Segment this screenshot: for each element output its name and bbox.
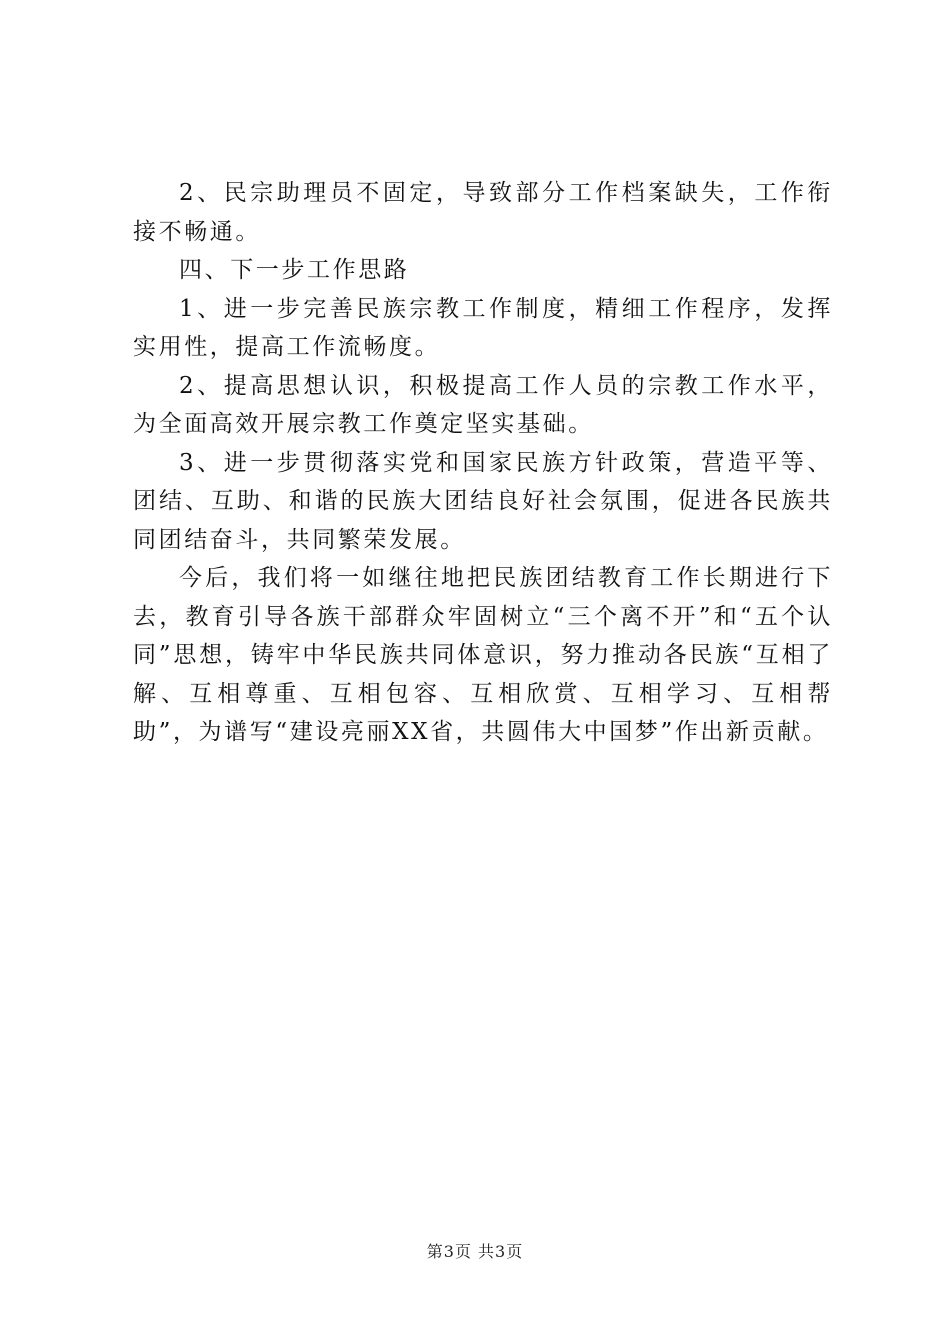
paragraph-step-2: 2、提高思想认识，积极提高工作人员的宗教工作水平，为全面高效开展宗教工作奠定坚实基础。 xyxy=(133,372,833,437)
paragraph-step-3: 3、进一步贯彻落实党和国家民族方针政策，营造平等、团结、互助、和谐的民族大团结良好社会氛围，促进各民族共同团结奋斗，共同繁荣发展。 xyxy=(133,449,833,553)
document-body xyxy=(133,174,833,752)
paragraph-issue-2: 2、民宗助理员不固定，导致部分工作档案缺失，工作衔接不畅通。 xyxy=(133,180,833,245)
paragraph-step-1: 1、进一步完善民族宗教工作制度，精细工作程序，发挥实用性，提高工作流畅度。 xyxy=(133,295,833,360)
paragraph-conclusion: 今后，我们将一如继往地把民族团结教育工作长期进行下去，教育引导各族干部群众牢固树立“三个离不开”和“五个认同”思想，铸牢中华民族共同体意识，努力推动各民族“互相了解、互相尊重、互相包容、互相欣赏、互相学习、互相帮助”，为谱写“建设亮丽XX省，共圆伟大中国梦”作出新贡献。 xyxy=(133,565,833,745)
page-number-label: 第3页 共3页 xyxy=(426,1242,524,1261)
page-footer xyxy=(0,1241,950,1263)
section-heading-next-steps: 四、下一步工作思路 xyxy=(179,257,410,283)
